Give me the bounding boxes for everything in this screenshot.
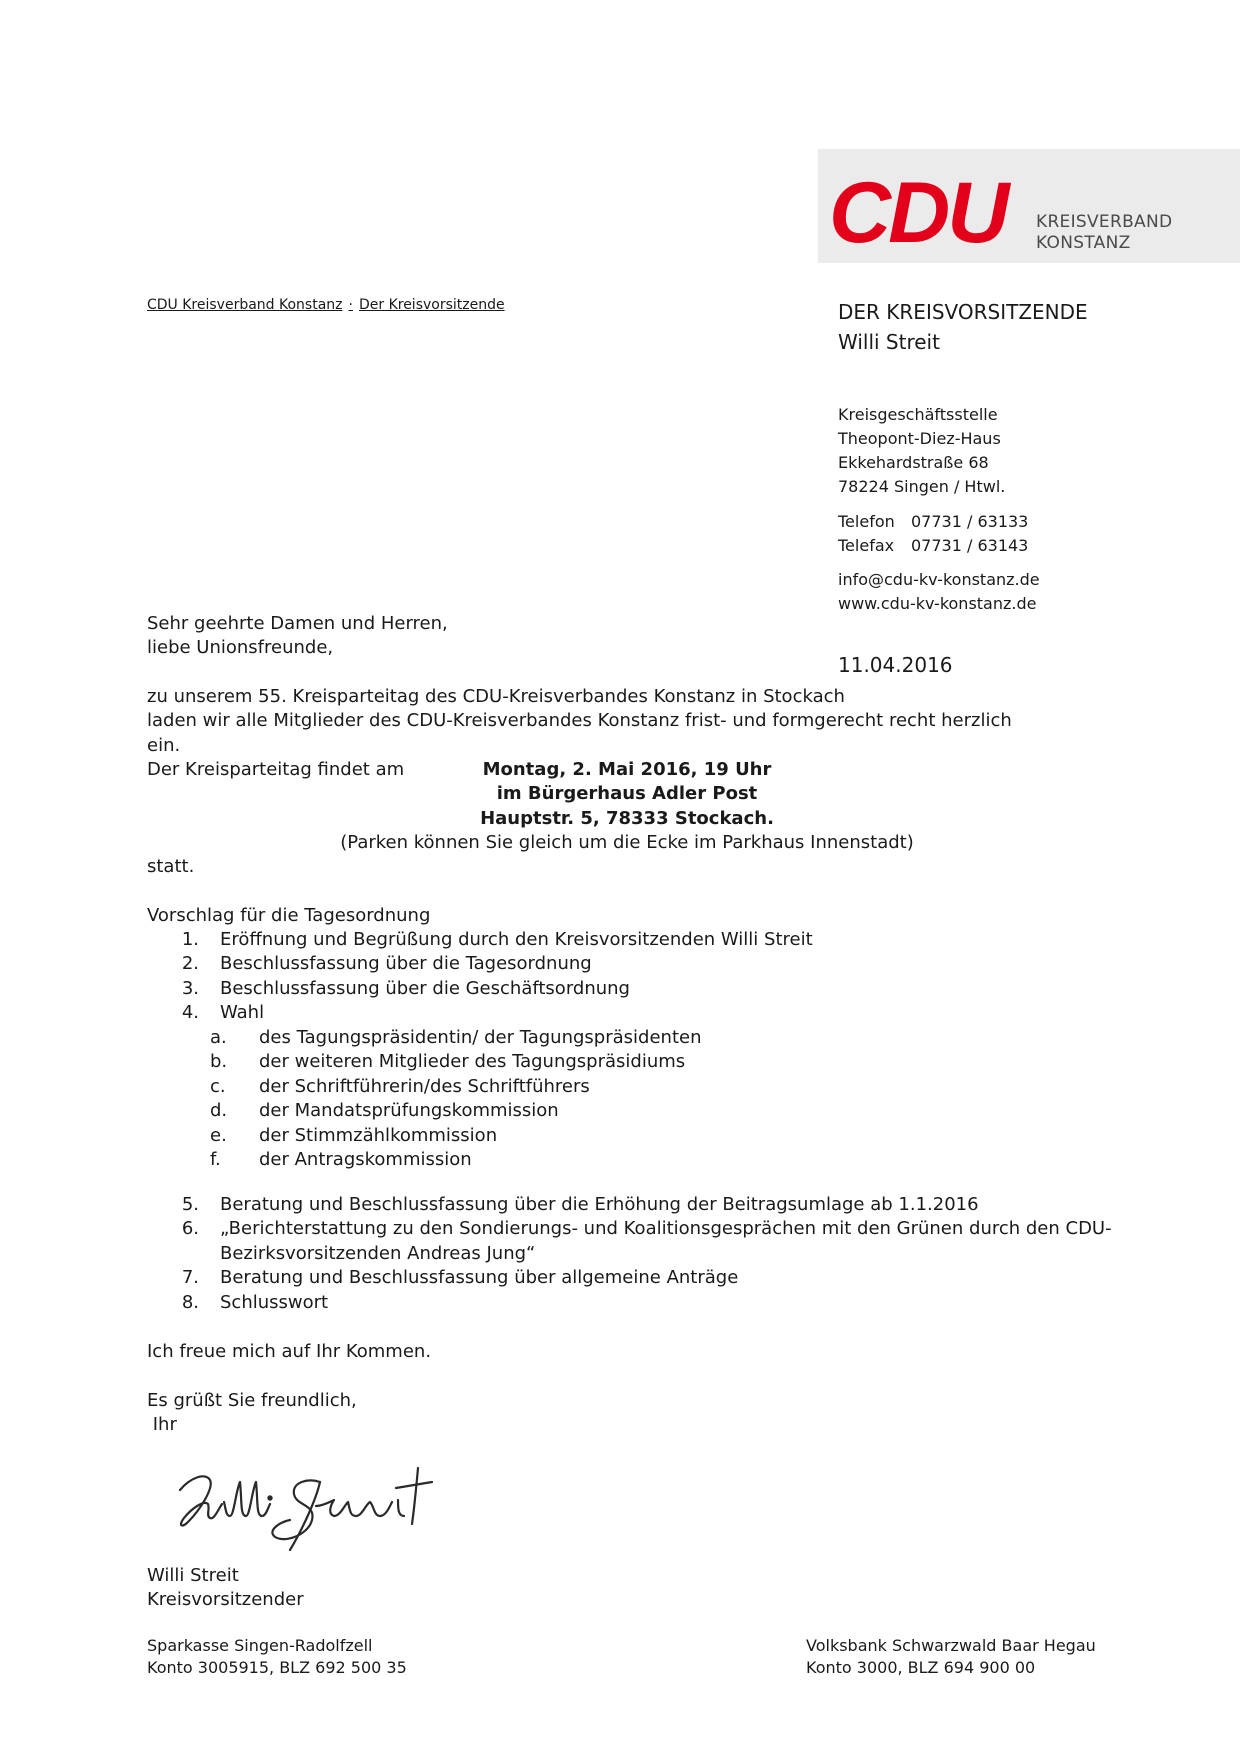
email-link[interactable]: info@cdu-kv-konstanz.de — [838, 570, 1040, 589]
agenda-text: Beschlussfassung über die Geschäftsordnung — [220, 977, 630, 999]
logo-subtitle — [1036, 212, 1172, 254]
sub-agenda-letter: b. — [210, 1051, 228, 1073]
agenda-item — [147, 928, 1107, 952]
greeting-line: Es grüßt Sie freundlich, — [147, 1390, 357, 1411]
letterhead-title: DER KREISVORSITZENDE — [838, 300, 1088, 324]
sender-org: CDU Kreisverband Konstanz — [147, 297, 343, 313]
agenda-text: „Berichterstattung zu den Sondierungs- und Koalitionsgesprächen mit den Grünen durch den CDU- — [220, 1218, 1112, 1240]
bank-name: Volksbank Schwarzwald Baar Hegau — [806, 1636, 1096, 1655]
sender-line — [147, 297, 505, 313]
phone-label: Telefon — [838, 512, 895, 531]
sub-agenda-letter: c. — [210, 1075, 226, 1097]
salutation-line: liebe Unionsfreunde, — [147, 637, 334, 659]
office-line: Theopont-Diez-Haus — [838, 429, 1001, 448]
agenda-number: 5. — [181, 1194, 199, 1215]
agenda-item — [147, 1193, 1107, 1217]
agenda-text: Bezirksvorsitzenden Andreas Jung“ — [220, 1242, 536, 1264]
agenda-item-continuation — [147, 1242, 1107, 1266]
fax-number: 07731 / 63143 — [911, 536, 1029, 555]
intro-line: Der Kreisparteitag findet am — [147, 759, 405, 781]
sub-agenda-letter: f. — [210, 1148, 221, 1170]
agenda-text: Eröffnung und Begrüßung durch den Kreisvorsitzenden Willi Streit — [220, 929, 813, 950]
greeting-line: Ihr — [147, 1414, 177, 1436]
agenda-number: 4. — [181, 1002, 199, 1024]
agenda-item — [147, 952, 1107, 976]
sub-agenda-text: des Tagungspräsidentin/ der Tagungspräsidenten — [259, 1027, 702, 1048]
bank-account: Konto 3000, BLZ 694 900 00 — [806, 1658, 1036, 1677]
agenda-item — [147, 977, 1107, 1001]
signer-role: Kreisvorsitzender — [147, 1589, 304, 1611]
signer-block — [147, 1564, 304, 1613]
sub-agenda-text: der Stimmzählkommission — [259, 1124, 498, 1146]
closing-line: Ich freue mich auf Ihr Kommen. — [147, 1341, 432, 1362]
bank-details-left — [147, 1635, 407, 1679]
sub-agenda-text: der Schriftführerin/des Schriftführers — [259, 1075, 590, 1097]
letterhead-right — [838, 297, 1088, 357]
intro-line: laden wir alle Mitglieder des CDU-Kreisverbandes Konstanz frist- und formgerecht recht herzlich ein. — [147, 710, 1012, 756]
salutation — [147, 612, 448, 661]
sender-role: Der Kreisvorsitzende — [358, 297, 505, 313]
agenda-number: 8. — [181, 1291, 199, 1313]
intro-line: zu unserem 55. Kreisparteitag des CDU-Kreisverbandes Konstanz in Stockach — [147, 686, 845, 707]
phone-row — [838, 510, 1040, 534]
logo-line-1: KREISVERBAND — [1036, 212, 1173, 232]
sub-agenda-item — [210, 1050, 910, 1074]
agenda-number: 1. — [181, 929, 199, 950]
letterhead-name: Willi Streit — [838, 330, 940, 354]
cdu-logo: CDU — [829, 165, 1007, 261]
web-link[interactable]: www.cdu-kv-konstanz.de — [838, 594, 1037, 613]
parking-note: (Parken können Sie gleich um die Ecke im Parkhaus Innenstadt) — [340, 832, 914, 854]
bank-account: Konto 3005915, BLZ 692 500 35 — [147, 1658, 407, 1677]
agenda-number: 7. — [181, 1267, 199, 1289]
sub-agenda-text: der Mandatsprüfungskommission — [259, 1100, 559, 1122]
agenda-text: Beratung und Beschlussfassung über allgemeine Anträge — [220, 1267, 739, 1289]
sub-agenda-letter: e. — [210, 1124, 227, 1146]
office-line: Ekkehardstraße 68 — [838, 453, 989, 472]
sub-agenda-text: der weiteren Mitglieder des Tagungspräsidiums — [259, 1051, 686, 1073]
sub-agenda-item — [210, 1026, 910, 1050]
sender-separator: · — [348, 297, 353, 313]
event-details — [147, 758, 1107, 856]
office-line: 78224 Singen / Htwl. — [838, 477, 1006, 496]
statt-text: statt. — [147, 856, 195, 877]
agenda-list — [147, 928, 1107, 1026]
fax-label: Telefax — [838, 536, 895, 555]
agenda-title: Vorschlag für die Tagesordnung — [147, 905, 431, 926]
sub-agenda-letter: d. — [210, 1100, 228, 1122]
sub-agenda-item — [210, 1099, 910, 1123]
signer-name: Willi Streit — [147, 1565, 239, 1586]
agenda-number: 6. — [181, 1218, 199, 1240]
greeting — [147, 1389, 357, 1438]
event-venue: im Bürgerhaus Adler Post — [496, 783, 758, 805]
agenda-text: Wahl — [220, 1002, 265, 1024]
office-line: Kreisgeschäftsstelle — [838, 405, 998, 424]
bank-details-right — [806, 1635, 1096, 1679]
agenda-item — [147, 1266, 1107, 1290]
sub-agenda-item — [210, 1148, 910, 1172]
phone-number: 07731 / 63133 — [911, 512, 1029, 531]
event-address: Hauptstr. 5, 78333 Stockach. — [480, 807, 774, 829]
sub-agenda-text: der Antragskommission — [259, 1148, 472, 1170]
sub-agenda-list — [210, 1026, 910, 1172]
sub-agenda-item — [210, 1124, 910, 1148]
agenda-number: 3. — [181, 977, 199, 999]
event-date: Montag, 2. Mai 2016, 19 Uhr — [482, 759, 772, 780]
agenda-item — [147, 1217, 1112, 1241]
agenda-text: Beratung und Beschlussfassung über die Erhöhung der Beitragsumlage ab 1.1.2016 — [220, 1194, 979, 1215]
sub-agenda-letter: a. — [210, 1027, 227, 1048]
fax-row — [838, 534, 1040, 558]
agenda-list-continued — [147, 1193, 1112, 1315]
salutation-line: Sehr geehrte Damen und Herren, — [147, 613, 448, 634]
handwritten-signature — [170, 1460, 450, 1555]
letter-date: 11.04.2016 — [838, 653, 953, 677]
sub-agenda-item — [210, 1075, 910, 1099]
office-contact — [838, 403, 1040, 616]
bank-name: Sparkasse Singen-Radolfzell — [147, 1636, 373, 1655]
agenda-text: Beschlussfassung über die Tagesordnung — [220, 953, 592, 975]
agenda-text: Schlusswort — [220, 1291, 329, 1313]
agenda-number: 2. — [181, 953, 199, 975]
logo-line-2: KONSTANZ — [1036, 233, 1131, 253]
agenda-item — [147, 1001, 1107, 1025]
agenda-item — [147, 1291, 1107, 1315]
